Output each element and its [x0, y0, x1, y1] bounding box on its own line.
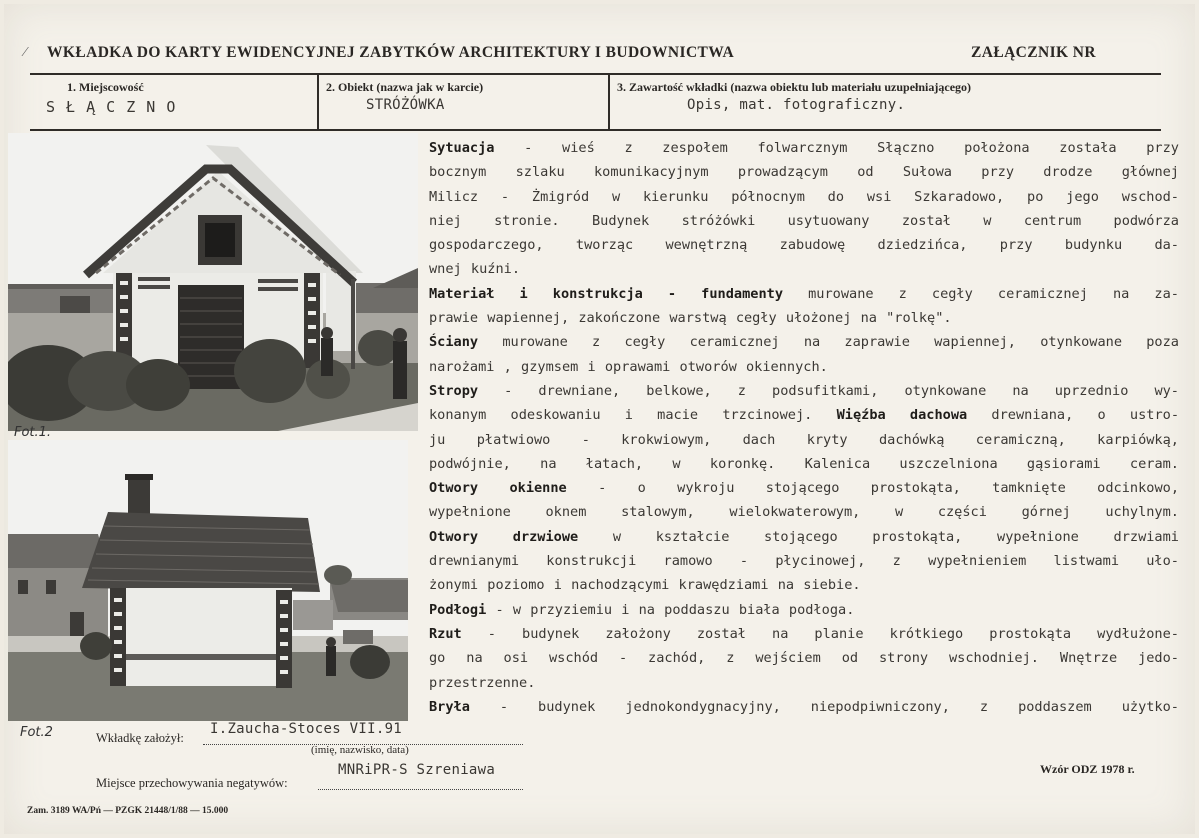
description-segment: bocznym szlaku komunikacyjnym prowadzącym od Sułowa przy drodze głównej [429, 164, 1179, 181]
description-segment: murowane z cegły ceramicznej na zaprawie wapiennej, otynkowane poza [478, 334, 1179, 351]
description-line [429, 330, 1179, 354]
field-divider-2 [608, 74, 610, 130]
description-segment: w kształcie stojącego prostokąta, wypełnione drzwiami [578, 528, 1179, 545]
description-line [429, 403, 1179, 427]
print-order-info: Zam. 3189 WA/Pń — PZGK 21448/1/88 — 15.000 [27, 806, 229, 816]
form-title: WKŁADKA DO KARTY EWIDENCYJNEJ ZABYTKÓW ARCHITEKTURY I BUDOWNICTWA [47, 44, 735, 61]
description-heading: Otwory okienne [429, 480, 567, 497]
description-line [429, 379, 1179, 403]
description-segment: wypełnione oknem stalowym, wielokwaterowym, w części górnej uchylnym. [429, 504, 1179, 521]
description-line [429, 233, 1179, 257]
description-line [429, 695, 1179, 719]
field-label-contents: 3. Zawartość wkładki (nazwa obiektu lub materiału uzupełniającego) [617, 80, 972, 94]
description-segment: - drewniane, belkowe, z podsufitkami, otynkowane na uprzednio wy- [478, 382, 1179, 399]
description-heading: Materiał i konstrukcja - fundamenty [429, 285, 784, 302]
negatives-storage-value: MNRiPR-S Szreniawa [338, 762, 496, 778]
description-line [429, 355, 1179, 379]
description-line [429, 257, 1179, 281]
photo-2 [8, 440, 408, 721]
photo-1 [8, 133, 418, 431]
description-segment: - wieś z zespołem folwarcznym Słączno położona została przy [494, 140, 1179, 156]
description-segment: ju płatwiowo - krokwiowym, dach kryty dachówką ceramiczną, karpiówką, [429, 431, 1179, 448]
field-value-object: STRÓŻÓWKA [366, 97, 445, 113]
description-heading: Otwory drzwiowe [429, 528, 579, 545]
description-segment: niej stronie. Budynek stróżówki usytuowany został w centrum podwórza [429, 212, 1179, 229]
description-line [429, 160, 1179, 184]
description-line [429, 136, 1179, 160]
attachment-number-label: ZAŁĄCZNIK NR [971, 44, 1096, 61]
description-line [429, 549, 1179, 573]
created-by-hint: (imię, nazwisko, data) [311, 744, 409, 756]
description-segment: gospodarczego, tworząc wewnętrzną zabudowę dziedzińca, przy budynku da- [429, 237, 1179, 254]
description-line [429, 598, 1179, 622]
description-heading: Podłogi [429, 601, 487, 618]
description-segment: drewnianymi konstrukcji ramowo - płycinowej, z wypełnieniem listwami uło- [429, 553, 1179, 570]
description-line [429, 500, 1179, 524]
description-heading: Stropy [429, 382, 479, 399]
description-heading: Więźba dachowa [836, 407, 968, 424]
description-segment: żonymi poziomo i nachodzącymi krawędziami na siebie. [429, 577, 861, 594]
description-line [429, 185, 1179, 209]
description-heading: Sytuacja [429, 140, 495, 156]
description-heading: Rzut [429, 625, 462, 642]
created-by-label: Wkładkę założył: [96, 731, 184, 745]
description-segment: konanym odeskowaniu i macie trzcinowej. [429, 407, 837, 424]
description-heading: Ściany [429, 334, 479, 351]
description-segment: - budynek jednokondygnacyjny, niepodpiwniczony, z poddaszem użytko- [469, 698, 1179, 715]
description-segment: prawie wapiennej, zakończone warstwą cegły ułożonej na "rolkę". [429, 310, 952, 327]
description-segment: narożami , gzymsem i oprawami otworów okiennych. [429, 358, 828, 375]
photo-2-image [8, 440, 408, 721]
description-line [429, 476, 1179, 500]
description-line [429, 671, 1179, 695]
photo-1-image [8, 133, 418, 431]
description-segment: drewniana, o ustro- [967, 407, 1179, 424]
field-label-locality: 1. Miejscowość [67, 80, 144, 94]
header-rule-bottom [30, 129, 1161, 131]
description-text [429, 136, 1179, 719]
field-value-locality: S Ł Ą C Z N O [46, 98, 177, 116]
description-segment: Milicz - Żmigród w kierunku północnym do wsi Szkaradowo, po jego wschod- [429, 188, 1179, 205]
description-line [429, 282, 1179, 306]
corner-mark: ⁄ [24, 45, 27, 60]
created-by-value: I.Zaucha-Stoces VII.91 [210, 721, 403, 737]
form-model-label: Wzór ODZ 1978 r. [1040, 762, 1135, 776]
description-line [429, 525, 1179, 549]
photo-2-caption: Fot.2 [20, 725, 53, 740]
description-line [429, 646, 1179, 670]
negatives-storage-label: Miejsce przechowywania negatywów: [96, 776, 288, 790]
description-segment: podwójnie, na łatach, w koronkę. Kalenica uszczelniona gąsiorami ceram. [429, 455, 1179, 472]
negatives-storage-line [318, 789, 523, 790]
description-segment: wnej kuźni. [429, 261, 521, 278]
description-segment: przestrzenne. [429, 674, 536, 691]
field-value-contents: Opis, mat. fotograficzny. [687, 97, 906, 113]
description-segment: murowane z cegły ceramicznej na za- [783, 285, 1179, 302]
description-line [429, 209, 1179, 233]
field-divider-1 [317, 74, 319, 130]
description-line [429, 306, 1179, 330]
header-rule-top [30, 73, 1161, 75]
description-segment: go na osi wschód - zachód, z wejściem od strony wschodniej. Wnętrze jedo- [429, 650, 1179, 667]
description-segment: - w przyziemiu i na poddaszu biała podłoga. [486, 601, 855, 618]
description-segment: - o wykroju stojącego prostokąta, tamknięte odcinkowo, [566, 480, 1179, 497]
description-line [429, 622, 1179, 646]
description-line [429, 573, 1179, 597]
photo-1-caption: Fot.1. [14, 425, 52, 440]
description-heading: Bryła [429, 698, 470, 715]
description-line [429, 452, 1179, 476]
description-segment: - budynek założony został na planie krótkiego prostokąta wydłużone- [461, 625, 1179, 642]
field-label-object: 2. Obiekt (nazwa jak w karcie) [326, 80, 484, 94]
description-line [429, 428, 1179, 452]
